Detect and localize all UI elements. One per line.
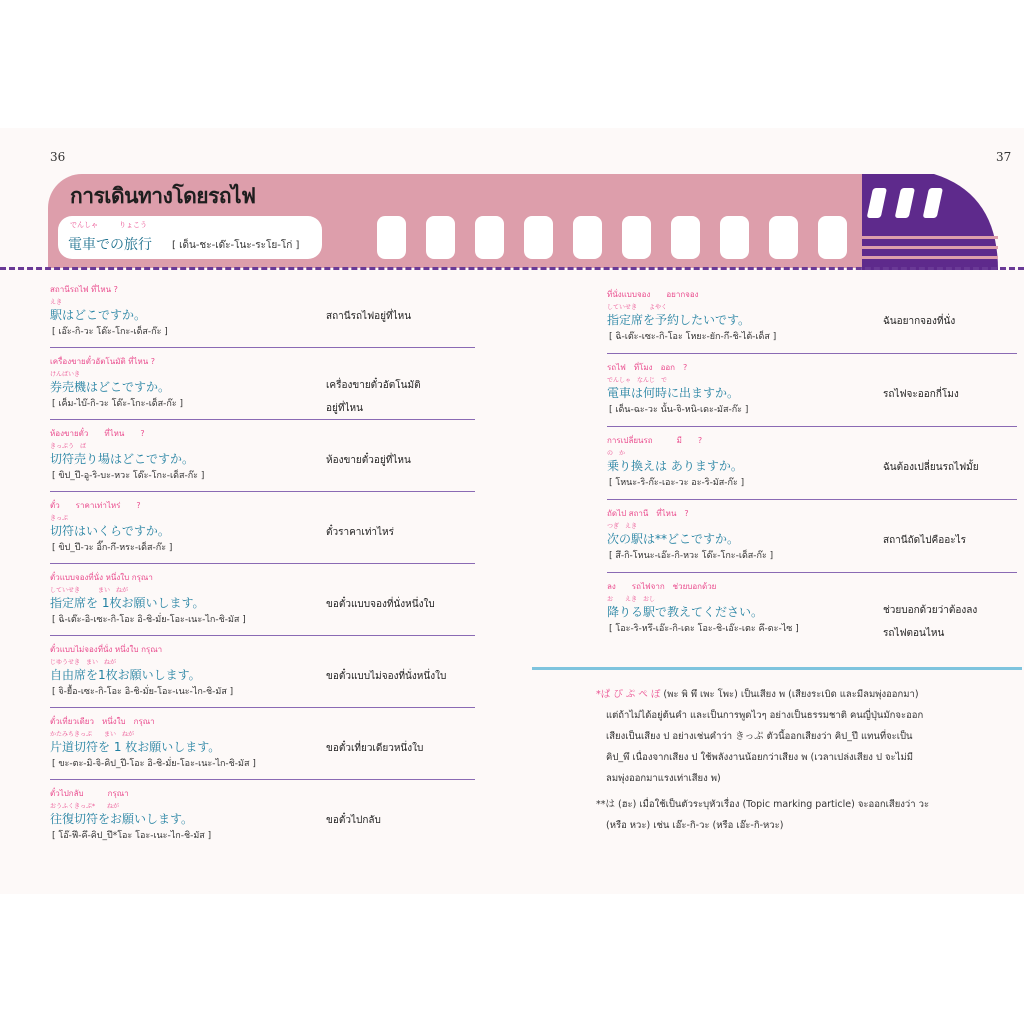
- note-pa-row: [596, 684, 919, 705]
- phrase-japanese: 券売機はどこですか。: [50, 380, 171, 394]
- phrase-translation: ฉันอยากจองที่นั่ง: [883, 316, 956, 327]
- phrase-translation: ขอตั๋วแบบไม่จองที่นั่งหนึ่งใบ: [326, 671, 447, 682]
- phrase-japanese: 往復切符をお願いします。: [50, 812, 194, 826]
- phrase-translation: ขอตั๋วเที่ยวเดียวหนึ่งใบ: [326, 743, 424, 754]
- phrase-translation: เครื่องขายตั๋วอัตโนมัติ: [326, 380, 421, 391]
- phrase-translation: รถไฟจะออกกี่โมง: [883, 389, 959, 400]
- phrase-divider: [607, 499, 1017, 500]
- phrase-furigana: きっぷ: [50, 515, 69, 522]
- phrase-furigana: お えき おし: [607, 596, 656, 603]
- train-window: [720, 216, 749, 259]
- phrase-romanization: [ เอ๊ะ-กิ-วะ โด๊ะ-โกะ-เด็ส-ก๊ะ ]: [52, 327, 168, 337]
- phrase-translation: รถไฟตอนไหน: [883, 628, 945, 639]
- phrase-translation: ฉันต้องเปลี่ยนรถไฟมั้ย: [883, 462, 979, 473]
- phrase-furigana: していせき よやく: [607, 304, 668, 311]
- train-window: [769, 216, 798, 259]
- phrase-furigana: の か: [607, 450, 626, 457]
- phrase-furigana: かたみちきっぷ まい ねが: [50, 731, 135, 738]
- phrase-romanization: [ โอ๊-ฟึ-คึ-คิป_ปึ*โอะ โอะ-เนะ-ไก-ชิ-มัส ]: [52, 831, 212, 841]
- phrase-japanese: 降りる駅で教えてください。: [607, 605, 764, 619]
- phrase-divider: [50, 419, 475, 420]
- page-title: การเดินทางโดยรถไฟ: [70, 184, 256, 208]
- phrase-romanization: [ โหนะ-ริ-ก๊ะ-เอะ-วะ อะ-ริ-มัส-ก๊ะ ]: [609, 478, 745, 488]
- phrase-translation: ตั๋วราคาเท่าไหร่: [326, 527, 395, 538]
- phrase-translation: สถานีรถไฟอยู่ที่ไหน: [326, 311, 412, 322]
- phrase-cue: ถัดไป สถานี ที่ไหน ?: [607, 509, 689, 518]
- phrase-romanization: [ ขิป_ปึ-วะ อิ๊ก-กึ-หระ-เด็ส-ก๊ะ ]: [52, 543, 173, 553]
- phrase-cue: ลง รถไฟจาก ช่วยบอกด้วย: [607, 582, 717, 591]
- phrase-translation: ช่วยบอกด้วยว่าต้องลง: [883, 605, 978, 616]
- phrase-divider: [50, 779, 475, 780]
- phrase-furigana: でんしゃ なんじ で: [607, 377, 668, 384]
- notes-divider: [532, 667, 1022, 670]
- phrase-romanization: [ สึ-กิ-โหนะ-เอ๊ะ-กิ-หวะ โด๊ะ-โกะ-เด็ส-ก๊ะ ]: [609, 551, 774, 561]
- train-window: [818, 216, 847, 259]
- phrase-translation: อยู่ที่ไหน: [326, 403, 363, 414]
- phrase-divider: [607, 353, 1017, 354]
- phrase-cue: ตั๋วเที่ยวเดียว หนึ่งใบ กรุณา: [50, 717, 155, 726]
- phrase-japanese: 切符売り場はどこですか。: [50, 452, 195, 466]
- phrase-translation: ขอตั๋วแบบจองที่นั่งหนึ่งใบ: [326, 599, 435, 610]
- train-window: [573, 216, 602, 259]
- phrase-cue: ที่นั่งแบบจอง อยากจอง: [607, 290, 699, 299]
- note-text: ลมพุ่งออกมาแรงเท่าเสียง พ): [606, 773, 721, 784]
- note-text: เสียงเป็นเสียง ป อย่างเช่นคำว่า きっぷ ตัวนี้ออกเสียงว่า คิป_ปึ แทนที่จะเป็น: [606, 731, 913, 742]
- phrase-cue: รถไฟ ที่โมง ออก ?: [607, 363, 688, 372]
- phrase-translation: สถานีถัดไปคืออะไร: [883, 535, 967, 546]
- phrase-cue: ห้องขายตั๋ว ที่ไหน ?: [50, 429, 145, 438]
- phrase-furigana: つぎ えき: [607, 523, 638, 530]
- train-window: [377, 216, 406, 259]
- train-front-icon: [862, 174, 998, 270]
- phrase-romanization: [ ฉิ-เต๊ะ-เซะ-กิ-โอะ โหยะ-ยัก-กึ-ชิ-ไต้-เด็ส ]: [609, 332, 777, 342]
- note-text: แต่ถ้าไม่ได้อยู่ต้นคำ และเป็นการพูดไวๆ อย่างเป็นธรรมชาติ คนญี่ปุ่นมักจะออก: [606, 710, 924, 721]
- note-text: **は (ฮะ) เมื่อใช้เป็นตัวระบุหัวเรื่อง (Topic marking particle) จะออกเสียงว่า วะ: [596, 799, 930, 810]
- phrase-furigana: きっぷう ば: [50, 443, 87, 450]
- phrase-japanese: 自由席を1枚お願いします。: [50, 668, 201, 682]
- phrase-furigana: おうふくきっぷ* ねが: [50, 803, 120, 810]
- page-number-right: 37: [996, 150, 1012, 164]
- phrase-romanization: [ ขะ-ตะ-มิ-จิ-คิป_ปึ-โอะ อิ-ชิ-มั่ย-โอะ-เนะ-ไก-ชิ-มัส ]: [52, 759, 256, 769]
- phrase-japanese: 指定席を予約したいです。: [607, 313, 751, 327]
- phrase-japanese: 乗り換えは ありますか。: [607, 459, 743, 473]
- phrase-divider: [50, 707, 475, 708]
- phrase-furigana: けんばいき: [50, 371, 81, 378]
- phrase-cue: ตั๋วแบบจองที่นั่ง หนึ่งใบ กรุณา: [50, 573, 153, 582]
- note-text: คิป_พึ เนื่องจากเสียง ป ใช้พลังงานน้อยกว่าเสียง พ (เวลาเปล่งเสียง ป จะไม่มี: [606, 752, 913, 763]
- subtitle-furigana: でんしゃ りょこう: [70, 221, 147, 229]
- train-window: [426, 216, 455, 259]
- header-divider: [0, 267, 1024, 270]
- phrase-cue: การเปลี่ยนรถ มี ?: [607, 436, 703, 445]
- train-window: [671, 216, 700, 259]
- note-text: (พะ พิ พึ เพะ โพะ) เป็นเสียง พ (เสียงระเบิด และมีลมพุ่งออกมา): [663, 689, 919, 700]
- phrase-japanese: 電車は何時に出ますか。: [607, 386, 740, 400]
- phrase-romanization: [ เค็ม-ไบ๊-กิ-วะ โด๊ะ-โกะ-เด็ส-ก๊ะ ]: [52, 399, 184, 409]
- train-window: [475, 216, 504, 259]
- subtitle-romanization: [ เด็น-ชะ-เด๊ะ-โนะ-ระโย-โก่ ]: [172, 240, 300, 251]
- phrase-japanese: 指定席を 1枚お願いします。: [50, 596, 205, 610]
- phrase-divider: [607, 572, 1017, 573]
- subtitle-japanese: 電車での旅行: [68, 237, 152, 253]
- phrase-furigana: じゆうせき まい ねが: [50, 659, 117, 666]
- phrase-cue: ตั๋วแบบไม่จองที่นั่ง หนึ่งใบ กรุณา: [50, 645, 163, 654]
- phrase-furigana: していせき まい ねが: [50, 587, 129, 594]
- train-window: [622, 216, 651, 259]
- phrase-cue: ตั๋ว ราคาเท่าไหร่ ?: [50, 501, 141, 510]
- phrase-japanese: 片道切符を 1 枚お願いします。: [50, 740, 221, 754]
- train-window: [524, 216, 553, 259]
- phrase-divider: [607, 426, 1017, 427]
- phrase-cue: ตั๋วไปกลับ กรุณา: [50, 789, 129, 798]
- phrase-divider: [50, 491, 475, 492]
- phrase-translation: ห้องขายตั๋วอยู่ที่ไหน: [326, 455, 411, 466]
- phrase-cue: เครื่องขายตั๋วอัตโนมัติ ที่ไหน ?: [50, 357, 156, 366]
- phrase-translation: ขอตั๋วไปกลับ: [326, 815, 381, 826]
- phrase-divider: [50, 347, 475, 348]
- phrase-japanese: 駅はどこですか。: [50, 308, 147, 322]
- phrase-romanization: [ โอะ-ริ-หรึ-เอ๊ะ-กิ-เดะ โอะ-ชิ-เอ๊ะ-เตะ คึ-ดะ-ไซ ]: [609, 624, 799, 634]
- phrase-furigana: えき: [50, 299, 63, 306]
- note-kana: *ぱ ぴ ぷ ぺ ぽ: [596, 689, 661, 700]
- phrase-romanization: [ ขิป_ปึ-อู-ริ-บะ-หวะ โด๊ะ-โกะ-เด็ส-ก๊ะ ]: [52, 471, 205, 481]
- phrase-japanese: 次の駅は**どこですか。: [607, 532, 740, 546]
- phrase-romanization: [ ฉิ-เต๊ะ-อิ-เซะ-กิ-โอะ อิ-ชิ-มั่ย-โอะ-เนะ-ไก-ชิ-มัส ]: [52, 615, 246, 625]
- phrase-divider: [50, 635, 475, 636]
- phrase-cue: สถานีรถไฟ ที่ไหน ?: [50, 285, 118, 294]
- note-text: (หรือ หวะ) เช่น เอ๊ะ-กิ-วะ (หรือ เอ๊ะ-กิ-หวะ): [606, 820, 784, 831]
- phrase-japanese: 切符はいくらですか。: [50, 524, 170, 538]
- phrase-romanization: [ เด็น-ฉะ-วะ นั้น-จิ-หนิ-เดะ-มัส-ก๊ะ ]: [609, 405, 749, 415]
- page-number-left: 36: [50, 150, 66, 164]
- phrase-romanization: [ จิ-ยื้อ-เซะ-กิ-โอะ อิ-ชิ-มั่ย-โอะ-เนะ-ไก-ชิ-มัส ]: [52, 687, 234, 697]
- phrase-divider: [50, 563, 475, 564]
